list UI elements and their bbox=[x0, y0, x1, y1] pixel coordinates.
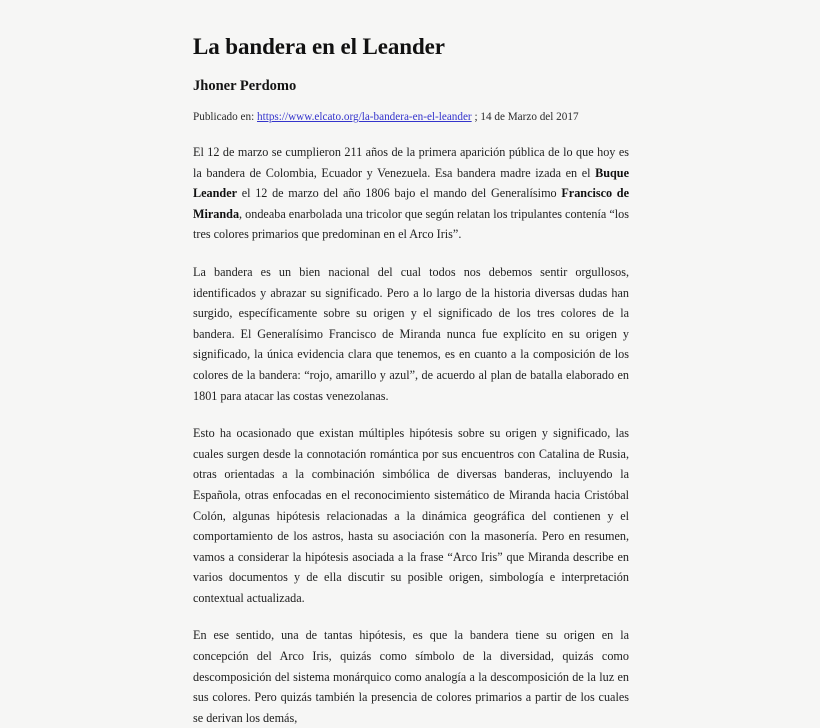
paragraph-1-segment-3: , ondeaba enarbolada una tricolor que según relatan los tripulantes contenía “los tres colores primarios que predominan en el Arco Iris”. bbox=[193, 206, 629, 242]
document-content bbox=[193, 33, 629, 728]
publication-separator: ; bbox=[474, 111, 478, 123]
paragraph-1 bbox=[193, 142, 629, 245]
paragraph-2: La bandera es un bien nacional del cual todos nos debemos sentir orgullosos, identificados y abrazar su significado. Pero a lo largo de la historia diversas dudas han surgido, específicamente sobre su origen y el significado de los tres colores de la bandera. El Generalísimo Francisco de Miranda nunca fue explícito en su origen y significado, la única evidencia clara que tenemos, es en cuanto a la composición de los colores de la bandera: “rojo, amarillo y azul”, de acuerdo al plan de batalla elaborado en 1801 para atacar las costas venezolanas. bbox=[193, 264, 629, 403]
paragraph-1-segment-1: El 12 de marzo se cumplieron 211 años de la primera aparición pública de lo que hoy es la bandera de Colombia, Ecuador y Venezuela. Esa bandera madre izada en el bbox=[193, 145, 629, 180]
author-name: Jhoner Perdomo bbox=[193, 78, 297, 94]
page-title: La bandera en el Leander bbox=[193, 34, 445, 59]
paragraph-1-bold-2: Francisco de Miranda bbox=[193, 186, 629, 221]
paragraph-3: Esto ha ocasionado que existan múltiples hipótesis sobre su origen y significado, las cuales surgen desde la connotación romántica por sus encuentros con Catalina de Rusia, otras orientadas a la combinación simbólica de diversas banderas, incluyendo la Española, otras enfocadas en el reconocimiento sistemático de Miranda hacia Cristóbal Colón, algunas hipótesis relacionadas a la dinámica geográfica del contienen y el comportamiento de los astros, hasta su asociación con la masonería. Pero en resumen, vamos a considerar la hipótesis asociada a la frase “Arco Iris” que Miranda describe en varios documentos y de ella discutir su posible origen, simbología e interpretación contextual actualizada. bbox=[193, 426, 629, 605]
publication-line bbox=[193, 110, 629, 125]
paragraph-1-segment-2: el 12 de marzo del año 1806 bajo el mando del Generalísimo bbox=[237, 186, 562, 201]
source-url-link[interactable]: https://www.elcato.org/la-bandera-en-el-leander bbox=[257, 111, 472, 123]
paragraph-1-bold-1: Buque Leander bbox=[193, 165, 629, 201]
publication-date: 14 de Marzo del 2017 bbox=[480, 111, 579, 123]
paragraph-4: En ese sentido, una de tantas hipótesis, es que la bandera tiene su origen en la concepción del Arco Iris, quizás como símbolo de la diversidad, quizás como descomposición del sistema monárquico como analogía a la descomposición de la luz en sus colores. Pero quizás también la presencia de colores primarios a partir de los cuales se derivan los demás, bbox=[193, 628, 629, 725]
published-label: Publicado en: bbox=[193, 111, 255, 123]
